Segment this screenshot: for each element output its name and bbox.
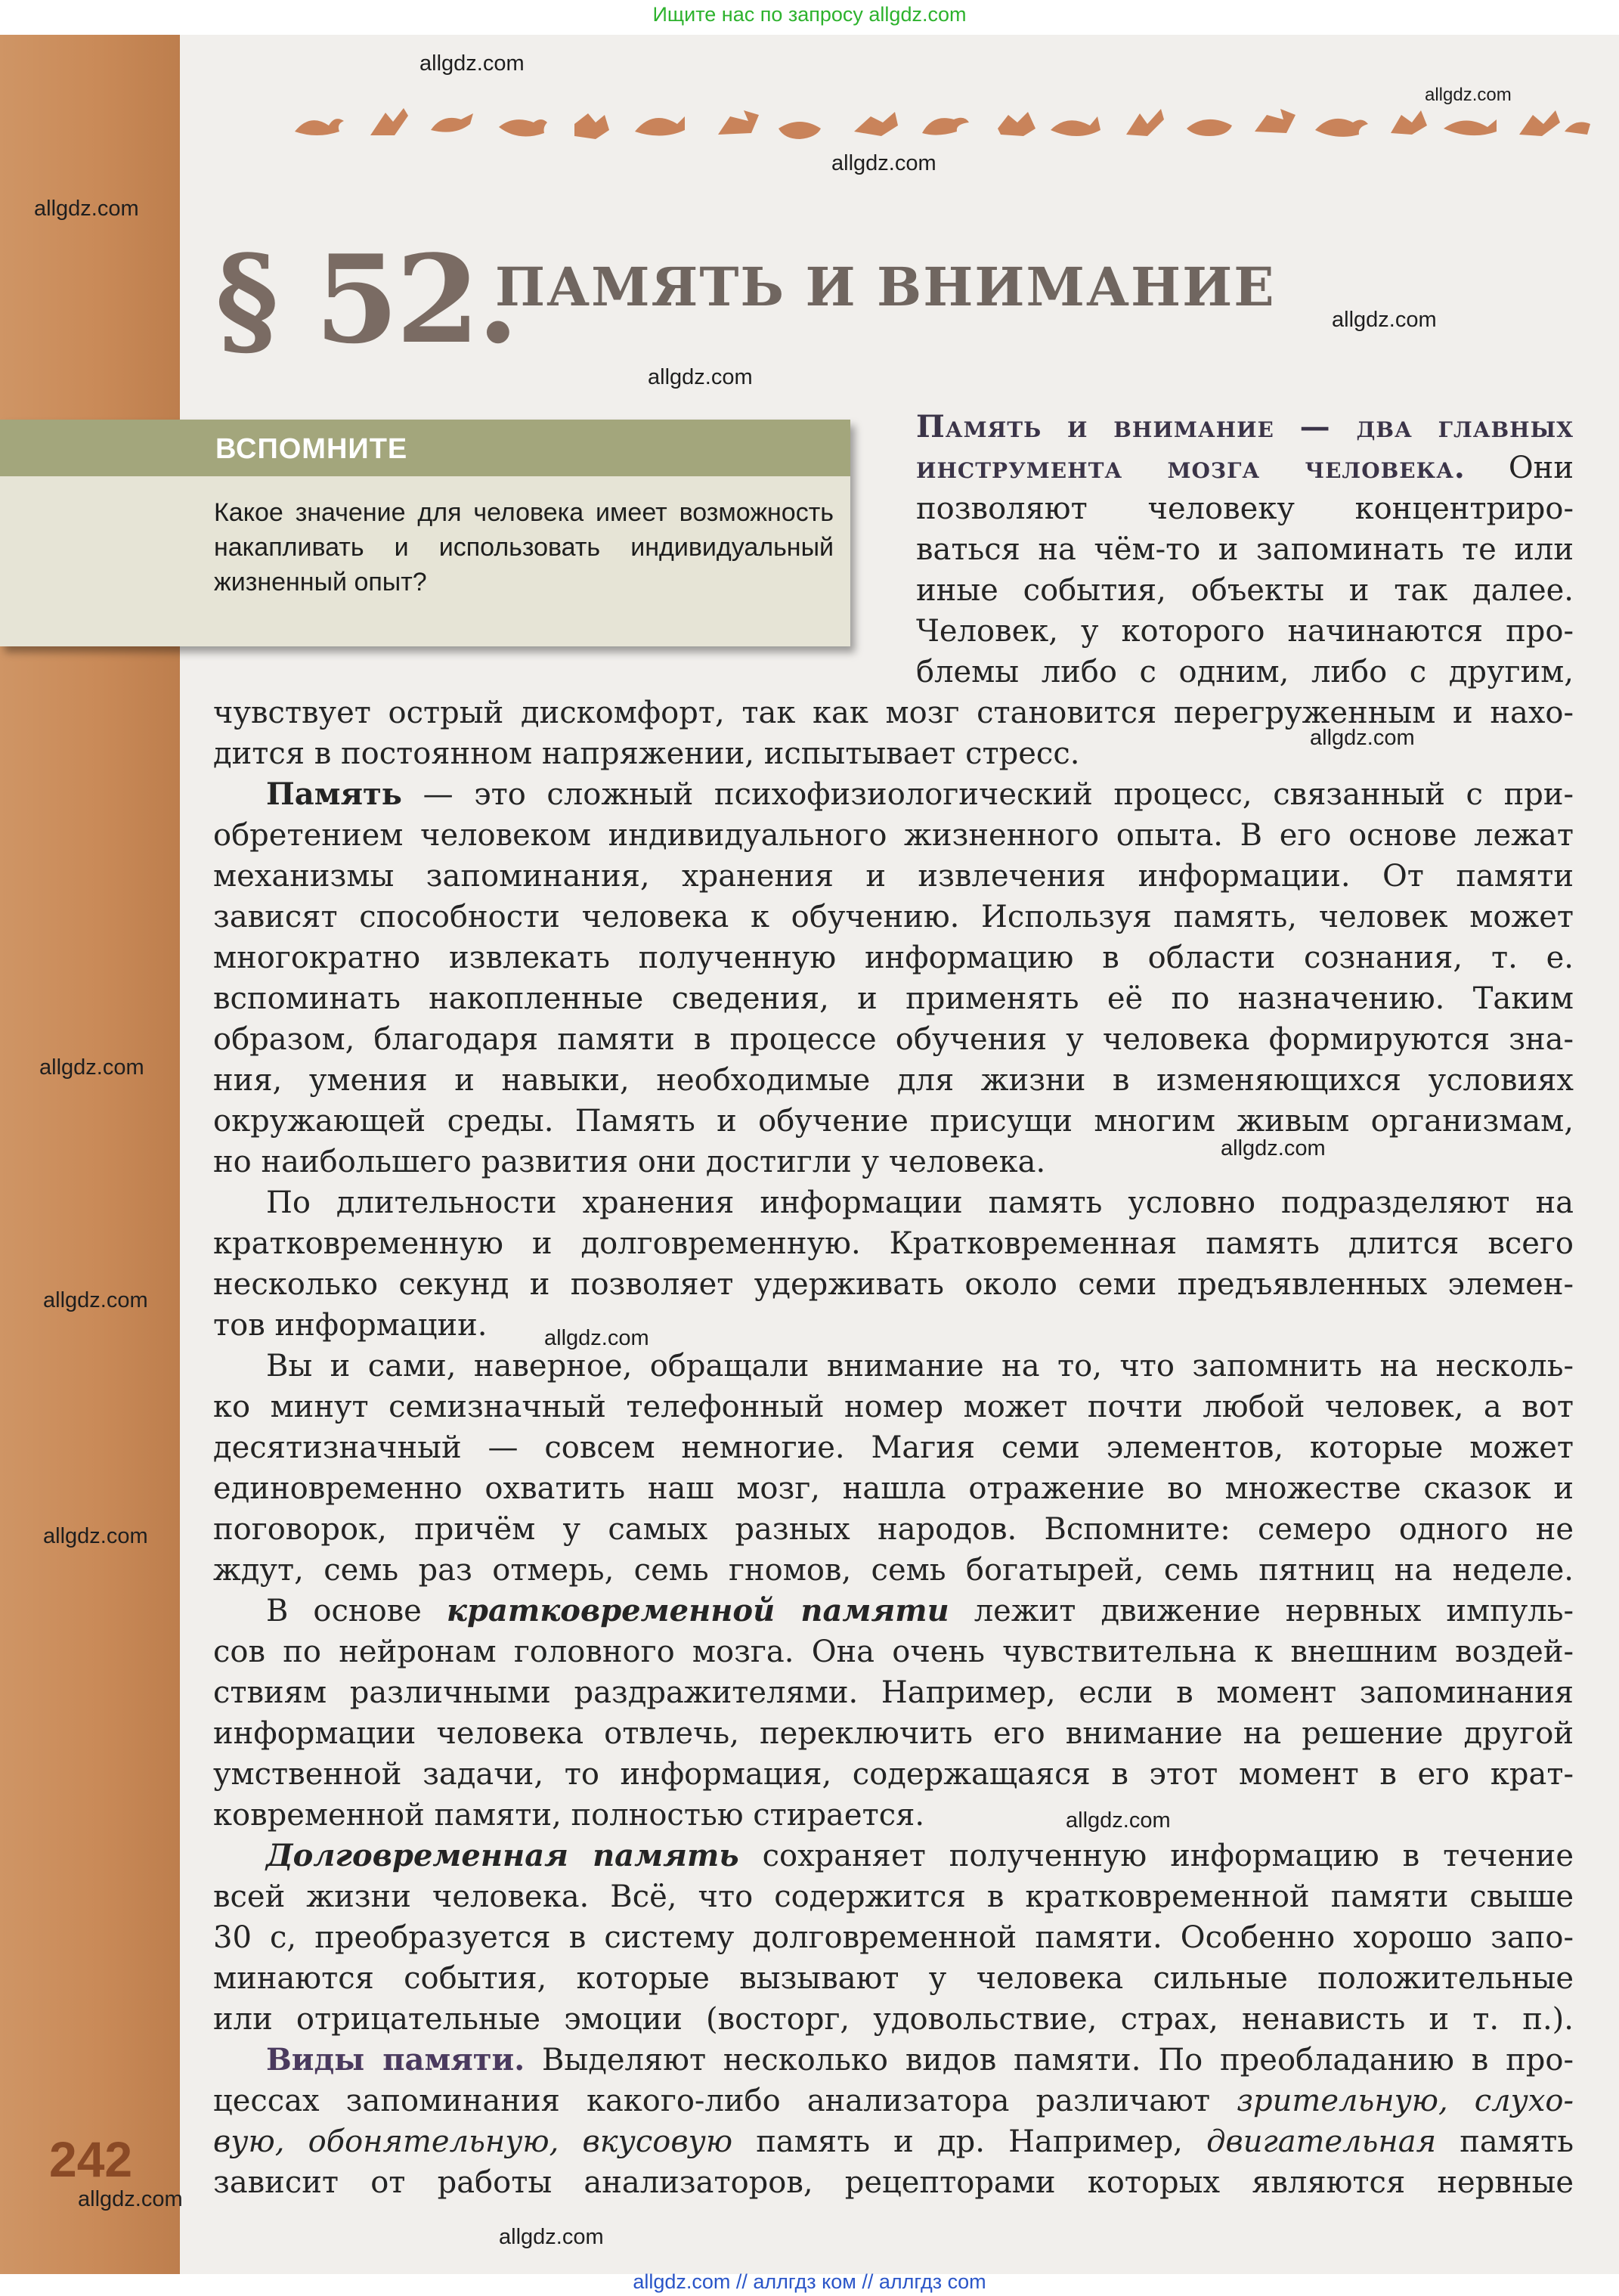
duration-line: несколько секунд и позволяет удерживать около семи предъявленных элемен- <box>213 1267 1574 1302</box>
seven-line: единовременно охватить наш мозг, нашла отражение во множестве сказок и <box>213 1471 1574 1506</box>
types-line: вую, обонятельную, вкусовую память и др. Например, двигательная память <box>213 2124 1574 2159</box>
long-term-line: 30 с, преобразуется в систему долговременной памяти. Особенно хорошо запо- <box>213 1920 1574 1955</box>
watermark: allgdz.com <box>499 2225 604 2249</box>
watermark: allgdz.com <box>34 197 139 221</box>
watermark: allgdz.com <box>43 1524 148 1548</box>
page-number: 242 <box>49 2131 133 2187</box>
intro-line: ваться на чём-то и запоминать те или <box>916 532 1574 567</box>
recall-label: ВСПОМНИТЕ <box>215 433 408 465</box>
seven-line: Вы и сами, наверное, обращали внимание на то, что запомнить на несколь- <box>266 1349 1574 1383</box>
watermark: allgdz.com <box>544 1326 649 1350</box>
duration-line: По длительности хранения информации память условно подразделяют на <box>266 1185 1574 1220</box>
recall-question: Какое значение для человека имеет возможность накапливать и использовать индивидуальный жизненный опыт? <box>214 498 834 596</box>
memory-def-line: механизмы запоминания, хранения и извлечения информации. От памяти <box>213 859 1574 894</box>
watermark: allgdz.com <box>831 151 936 175</box>
memory-def-line: вспоминать накопленные сведения, и применять её по назначению. Таким <box>213 981 1574 1016</box>
recall-box <box>0 420 850 646</box>
intro-line: дится в постоянном напряжении, испытывает стресс. <box>213 736 1080 771</box>
long-term-line: всей жизни человека. Всё, что содержится в кратковременной памяти свыше <box>213 1879 1574 1914</box>
watermark: allgdz.com <box>1310 726 1415 750</box>
animal-frieze-decoration <box>287 101 1595 145</box>
memory-def-line: но наибольшего развития они достигли у человека. <box>213 1145 1046 1179</box>
memory-def-line: окружающей среды. Память и обучение присущи многим живым организмам, <box>213 1104 1574 1139</box>
duration-line: кратковременную и долговременную. Кратковременная память длится всего <box>213 1226 1574 1261</box>
watermark: allgdz.com <box>1332 308 1437 332</box>
types-line: цессах запоминания какого-либо анализатора различают зрительную, слухо- <box>213 2084 1574 2118</box>
memory-term: Память <box>266 776 402 812</box>
memory-def-line: обретением человеком индивидуального жизненного опыта. В его основе лежат <box>213 818 1574 853</box>
seven-line: ко минут семизначный телефонный номер может почти любой человек, а вот <box>213 1390 1574 1424</box>
memory-def-line: зависят способности человека к обучению. Используя память, человек может <box>213 900 1574 934</box>
memory-def-line: образом, благодаря памяти в процессе обучения у человека формируются зна- <box>213 1022 1574 1057</box>
intro-line: Память и внимание — два главных <box>916 409 1574 445</box>
watermark: allgdz.com <box>1425 85 1512 105</box>
long-term-line: или отрицательные эмоции (восторг, удовольствие, страх, ненависть и т. п.). <box>213 2002 1574 2037</box>
intro-line: инструмента мозга человека. Они <box>916 450 1574 485</box>
short-term-line: ствиям различными раздражителями. Например, если в момент запоминания <box>213 1675 1574 1710</box>
watermark: allgdz.com <box>648 365 753 389</box>
memory-def-line: ния, умения и навыки, необходимые для жизни в изменяющихся условиях <box>213 1063 1574 1098</box>
long-term-line: Долговременная память сохраняет полученную информацию в течение <box>266 1838 1574 1873</box>
short-term-line: информации человека отвлечь, переключить его внимание на решение другой <box>213 1716 1574 1751</box>
types-line: Виды памяти. Выделяют несколько видов памяти. По преобладанию в про- <box>266 2042 1574 2078</box>
short-term-line: умственной задачи, то информация, содержащаяся в этот момент в его крат- <box>213 1757 1574 1792</box>
intro-line: блемы либо с одним, либо с другим, <box>916 655 1574 689</box>
watermark: allgdz.com <box>43 1288 148 1312</box>
seven-line: ждут, семь раз отмерь, семь гномов, семь богатырей, семь пятниц на неделе. <box>213 1553 1574 1588</box>
duration-line: тов информации. <box>213 1308 488 1343</box>
page-title: ПАМЯТЬ И ВНИМАНИЕ <box>495 256 1276 318</box>
seven-line: десятизначный — совсем немногие. Магия семи элементов, которые может <box>213 1430 1574 1465</box>
short-term-line: ковременной памяти, полностью стирается. <box>213 1798 925 1833</box>
short-term-line: сов по нейронам головного мозга. Она очень чувствительна к внешним воздей- <box>213 1634 1574 1669</box>
memory-def-line: Память — это сложный психофизиологический процесс, связанный с при- <box>266 776 1574 812</box>
watermark: allgdz.com <box>419 51 525 76</box>
intro-line: иные события, объекты и так далее. <box>916 573 1574 608</box>
left-margin-stripe <box>0 35 180 2274</box>
types-heading: Виды памяти. <box>266 2042 525 2078</box>
watermark: allgdz.com <box>1066 1808 1171 1833</box>
paragraph-number: § 52. <box>215 228 516 370</box>
bleed-through-text <box>1081 168 1088 197</box>
watermark: allgdz.com <box>1221 1136 1326 1160</box>
recall-box-header <box>0 420 850 476</box>
short-term-term: кратковременной памяти <box>446 1593 949 1628</box>
long-term-line: минаются события, которые вызывают у человека сильные положительные <box>213 1961 1574 1996</box>
watermark: allgdz.com <box>39 1055 144 1080</box>
memory-def-line: многократно извлекать полученную информацию в области сознания, т. е. <box>213 940 1574 975</box>
watermark-top: Ищите нас по запросу allgdz.com <box>652 3 967 26</box>
intro-line: чувствует острый дискомфорт, так как мозг становится перегруженным и нахо- <box>213 696 1574 730</box>
watermark: allgdz.com <box>78 2187 183 2211</box>
types-line: зависит от работы анализаторов, рецепторами которых являются нервные <box>213 2165 1574 2200</box>
seven-line: поговорок, причём у самых разных народов. Вспомните: семеро одного не <box>213 1512 1574 1547</box>
short-term-line: В основе кратковременной памяти лежит движение нервных импуль- <box>266 1593 1574 1628</box>
watermark-bottom: allgdz.com // аллгдз ком // аллгдз com <box>633 2270 986 2293</box>
long-term-term: Долговременная память <box>266 1838 739 1873</box>
intro-line: позволяют человеку концентриро- <box>916 491 1574 526</box>
intro-line: Человек, у которого начинаются про- <box>916 614 1574 649</box>
